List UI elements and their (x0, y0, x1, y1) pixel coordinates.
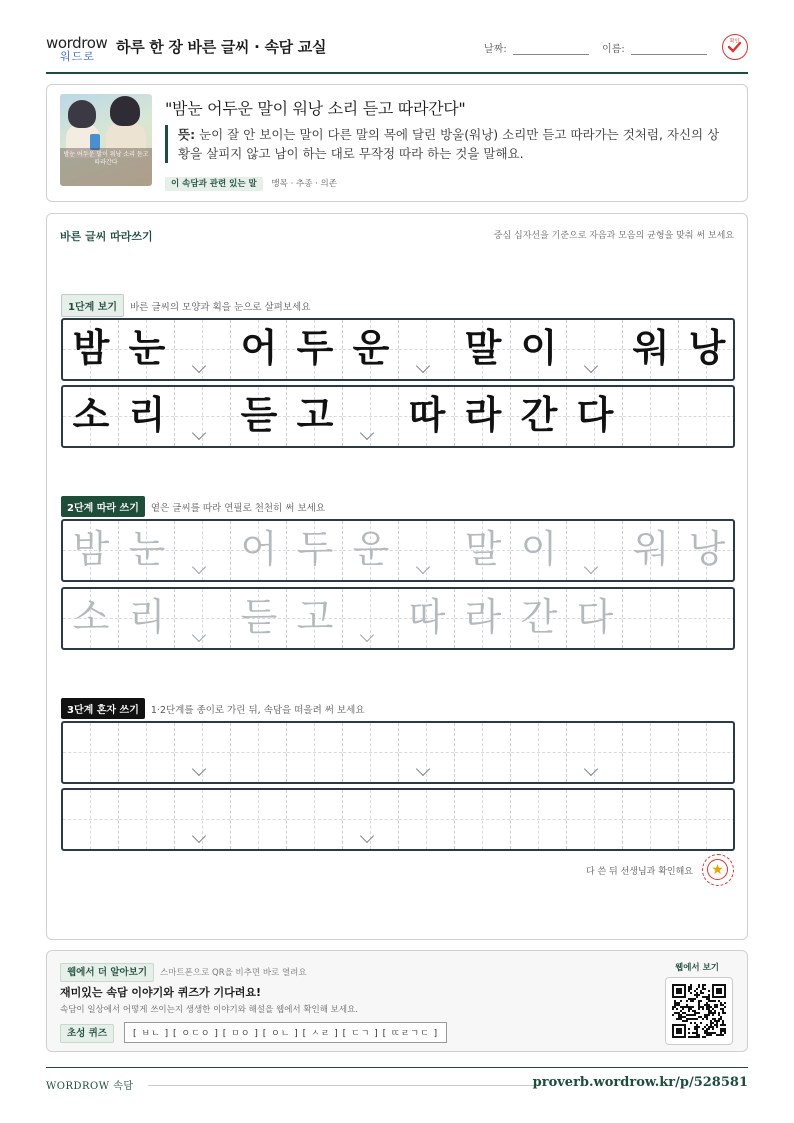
step3-row-1[interactable] (61, 721, 735, 784)
space-mark-icon (192, 762, 206, 776)
grid-cell (399, 320, 455, 379)
practice-title: 바른 글씨 따라쓰기 (60, 230, 153, 243)
page-header (46, 30, 748, 74)
meaning-text: 눈이 잘 안 보이는 말이 다른 말의 목에 달린 방울(워낭) 소리만 듣고 따라가는 것처럼, 자신의 상황을 살피지 않고 남이 하는 대로 무작정 따라 하는 것을 말해요. (178, 127, 720, 161)
grid-cell (231, 387, 287, 446)
proverb-card (46, 84, 748, 202)
step3-row-2[interactable] (61, 788, 735, 851)
grid-char: 라 (464, 393, 502, 437)
quiz-answer-box: [ ㅂㄴ ] [ ㅇㄷㅇ ] [ ㅁㅇ ] [ ㅇㄴ ] [ ㅅㄹ ] [ ㄷㄱ ] [ ㄸㄹㄱㄷ ] (124, 1022, 447, 1043)
grid-char: 고 (296, 595, 334, 639)
practice-panel (46, 213, 748, 940)
grid-cell[interactable] (63, 790, 119, 849)
grid-cell[interactable] (679, 521, 735, 580)
grid-cell[interactable] (119, 521, 175, 580)
proverb-meaning (165, 125, 725, 163)
grid-cell (343, 320, 399, 379)
grid-char: 따 (408, 595, 446, 639)
grid-char: 눈 (128, 527, 166, 571)
grid-char: 이 (520, 527, 558, 571)
proverb-title: "밤눈 어두운 말이 워낭 소리 듣고 따라간다" (165, 99, 466, 118)
grid-cell[interactable] (231, 723, 287, 782)
grid-cell[interactable] (343, 723, 399, 782)
wordrow-logo (46, 34, 108, 63)
grid-cell (455, 320, 511, 379)
grid-cell[interactable] (679, 723, 735, 782)
grid-char: 리 (128, 595, 166, 639)
grid-char: 소 (72, 595, 110, 639)
step3-badge: 3단계 혼자 쓰기 (61, 698, 145, 719)
step1-row-1 (61, 318, 735, 381)
grid-cell[interactable] (175, 790, 231, 849)
page-footer (46, 1067, 748, 1097)
grid-char: 리 (128, 393, 166, 437)
qr-code-icon[interactable] (672, 984, 726, 1038)
grid-cell[interactable] (399, 790, 455, 849)
name-label: 이름: (602, 44, 625, 55)
grid-cell[interactable] (175, 723, 231, 782)
check-mark-icon (723, 35, 746, 58)
grid-cell[interactable] (399, 589, 455, 648)
grid-cell[interactable] (623, 790, 679, 849)
grid-cell[interactable] (343, 521, 399, 580)
grid-char: 운 (352, 326, 390, 370)
space-mark-icon (192, 560, 206, 574)
grid-cell (511, 320, 567, 379)
grid-cell[interactable] (623, 723, 679, 782)
grid-cell (287, 320, 343, 379)
grid-cell[interactable] (623, 589, 679, 648)
date-field[interactable] (484, 40, 589, 55)
grid-char: 말 (464, 326, 502, 370)
step1-badge: 1단계 보기 (61, 294, 124, 317)
illustration-caption-text: 밤눈 어두운 말이 워낭 소리 듣고 따라간다 (63, 151, 149, 166)
space-mark-icon (416, 359, 430, 373)
grid-cell (119, 320, 175, 379)
date-line[interactable] (513, 45, 589, 55)
chosung-quiz (60, 1022, 447, 1043)
web-info-card (46, 950, 748, 1052)
practice-hint: 중심 십자선을 기준으로 자음과 모음의 균형을 맞춰 써 보세요 (493, 231, 734, 241)
grid-char: 간 (520, 393, 558, 437)
star-icon: ★ (707, 859, 728, 880)
grid-cell (231, 320, 287, 379)
grid-char: 어 (240, 527, 278, 571)
grid-cell[interactable] (175, 521, 231, 580)
grid-char: 다 (576, 393, 614, 437)
step3-label (61, 698, 365, 719)
grid-cell[interactable] (399, 723, 455, 782)
grid-cell[interactable] (511, 790, 567, 849)
grid-char: 간 (520, 595, 558, 639)
space-mark-icon (584, 762, 598, 776)
grid-char: 두 (296, 326, 334, 370)
web-tag-badge: 웹에서 더 알아보기 (60, 963, 154, 982)
related-label: 이 속담과 관련 있는 말 (165, 177, 263, 191)
grid-cell[interactable] (63, 723, 119, 782)
quiz-label: 초성 퀴즈 (60, 1024, 114, 1043)
step3-desc: 1·2단계를 종이로 가린 뒤, 속담을 떠올려 써 보세요 (150, 705, 365, 716)
step1-row-2 (61, 385, 735, 448)
grid-char: 이 (520, 326, 558, 370)
grid-char: 말 (464, 527, 502, 571)
grid-cell[interactable] (287, 589, 343, 648)
grid-char: 고 (296, 393, 334, 437)
grid-cell[interactable] (455, 589, 511, 648)
name-field[interactable] (602, 40, 707, 55)
grid-char: 듣 (240, 393, 278, 437)
grid-cell[interactable] (455, 521, 511, 580)
logo-sub: 워드로 (60, 50, 95, 63)
grid-cell[interactable] (231, 521, 287, 580)
space-mark-icon (416, 560, 430, 574)
grid-cell[interactable] (567, 790, 623, 849)
step2-desc: 옅은 글씨를 따라 연필로 천천히 써 보세요 (150, 503, 326, 514)
footer-url[interactable]: proverb.wordrow.kr/p/528581 (532, 1075, 748, 1090)
grid-cell[interactable] (287, 723, 343, 782)
name-line[interactable] (631, 45, 707, 55)
illustration-caption (60, 148, 152, 186)
grid-char: 따 (408, 393, 446, 437)
grid-cell[interactable] (119, 723, 175, 782)
grid-cell (567, 320, 623, 379)
step2-badge: 2단계 따라 쓰기 (61, 496, 145, 517)
grid-cell[interactable] (567, 589, 623, 648)
space-mark-icon (584, 359, 598, 373)
grid-cell[interactable] (231, 790, 287, 849)
space-mark-icon (360, 829, 374, 843)
grid-cell[interactable] (287, 521, 343, 580)
web-tag (60, 964, 307, 978)
space-mark-icon (416, 762, 430, 776)
proverb-illustration (60, 94, 152, 186)
teacher-note: 다 쓴 뒤 선생님과 확인해요 (585, 867, 693, 877)
grid-cell[interactable] (511, 723, 567, 782)
space-mark-icon (192, 628, 206, 642)
web-tag-sub: 스마트폰으로 QR을 비추면 바로 열려요 (160, 968, 307, 978)
space-mark-icon (192, 829, 206, 843)
step2-row-2[interactable] (61, 587, 735, 650)
grid-char: 워 (632, 527, 670, 571)
grid-char: 워 (632, 326, 670, 370)
grid-cell[interactable] (63, 589, 119, 648)
space-mark-icon (192, 359, 206, 373)
web-description: 속담이 일상에서 어떻게 쓰이는지 생생한 이야기와 해설을 웹에서 확인해 보세요. (60, 1005, 358, 1015)
related-words (165, 177, 337, 189)
qr-label: 웹에서 보기 (674, 963, 719, 973)
step2-label (61, 496, 325, 517)
grid-cell (63, 320, 119, 379)
grid-cell (343, 387, 399, 446)
date-label: 날짜: (484, 44, 507, 55)
grid-cell (455, 387, 511, 446)
grid-char: 밤 (72, 527, 110, 571)
grid-cell[interactable] (119, 589, 175, 648)
logo-word: wordrow (46, 34, 108, 52)
footer-brand: WORDROW 속담 (46, 1081, 134, 1092)
meaning-label: 뜻: (178, 127, 196, 142)
grid-cell[interactable] (455, 790, 511, 849)
grid-char: 소 (72, 393, 110, 437)
grid-cell (175, 320, 231, 379)
grid-char: 낭 (688, 527, 726, 571)
grid-cell[interactable] (343, 790, 399, 849)
grid-char: 낭 (688, 326, 726, 370)
related-list: 맹목 · 추종 · 의존 (271, 179, 337, 189)
grid-cell (63, 387, 119, 446)
page-title: 하루 한 장 바른 글씨 · 속담 교실 (116, 38, 327, 56)
step1-desc: 바른 글씨의 모양과 획을 눈으로 살펴보세요 (130, 302, 311, 313)
grid-cell[interactable] (679, 790, 735, 849)
grid-cell (623, 320, 679, 379)
grid-cell[interactable] (567, 521, 623, 580)
grid-cell[interactable] (119, 790, 175, 849)
grid-char: 눈 (128, 326, 166, 370)
grid-char: 라 (464, 595, 502, 639)
check-stamp-icon (722, 34, 748, 60)
reward-seal-icon (702, 854, 734, 886)
grid-char: 듣 (240, 595, 278, 639)
grid-cell[interactable] (511, 521, 567, 580)
grid-cell[interactable] (567, 723, 623, 782)
grid-cell (175, 387, 231, 446)
grid-cell (567, 387, 623, 446)
grid-cell[interactable] (399, 521, 455, 580)
grid-cell[interactable] (175, 589, 231, 648)
space-mark-icon (360, 426, 374, 440)
grid-cell[interactable] (287, 790, 343, 849)
step2-row-1[interactable] (61, 519, 735, 582)
grid-cell (679, 387, 735, 446)
grid-char: 어 (240, 326, 278, 370)
step1-label (61, 294, 310, 317)
grid-cell[interactable] (455, 723, 511, 782)
check-stamp-text: 확인 (729, 38, 740, 45)
space-mark-icon (584, 560, 598, 574)
grid-cell[interactable] (623, 521, 679, 580)
space-mark-icon (360, 628, 374, 642)
grid-char: 밤 (72, 326, 110, 370)
grid-cell[interactable] (63, 521, 119, 580)
grid-char: 운 (352, 527, 390, 571)
space-mark-icon (192, 426, 206, 440)
footer-divider (148, 1085, 538, 1086)
grid-cell (119, 387, 175, 446)
grid-cell (679, 320, 735, 379)
grid-cell[interactable] (511, 589, 567, 648)
qr-code[interactable] (665, 977, 733, 1045)
grid-char: 다 (576, 595, 614, 639)
grid-cell[interactable] (679, 589, 735, 648)
grid-cell[interactable] (231, 589, 287, 648)
web-headline: 재미있는 속담 이야기와 퀴즈가 기다려요! (60, 986, 261, 999)
grid-cell (399, 387, 455, 446)
grid-cell (511, 387, 567, 446)
grid-cell (287, 387, 343, 446)
grid-cell (623, 387, 679, 446)
grid-cell[interactable] (343, 589, 399, 648)
grid-char: 두 (296, 527, 334, 571)
